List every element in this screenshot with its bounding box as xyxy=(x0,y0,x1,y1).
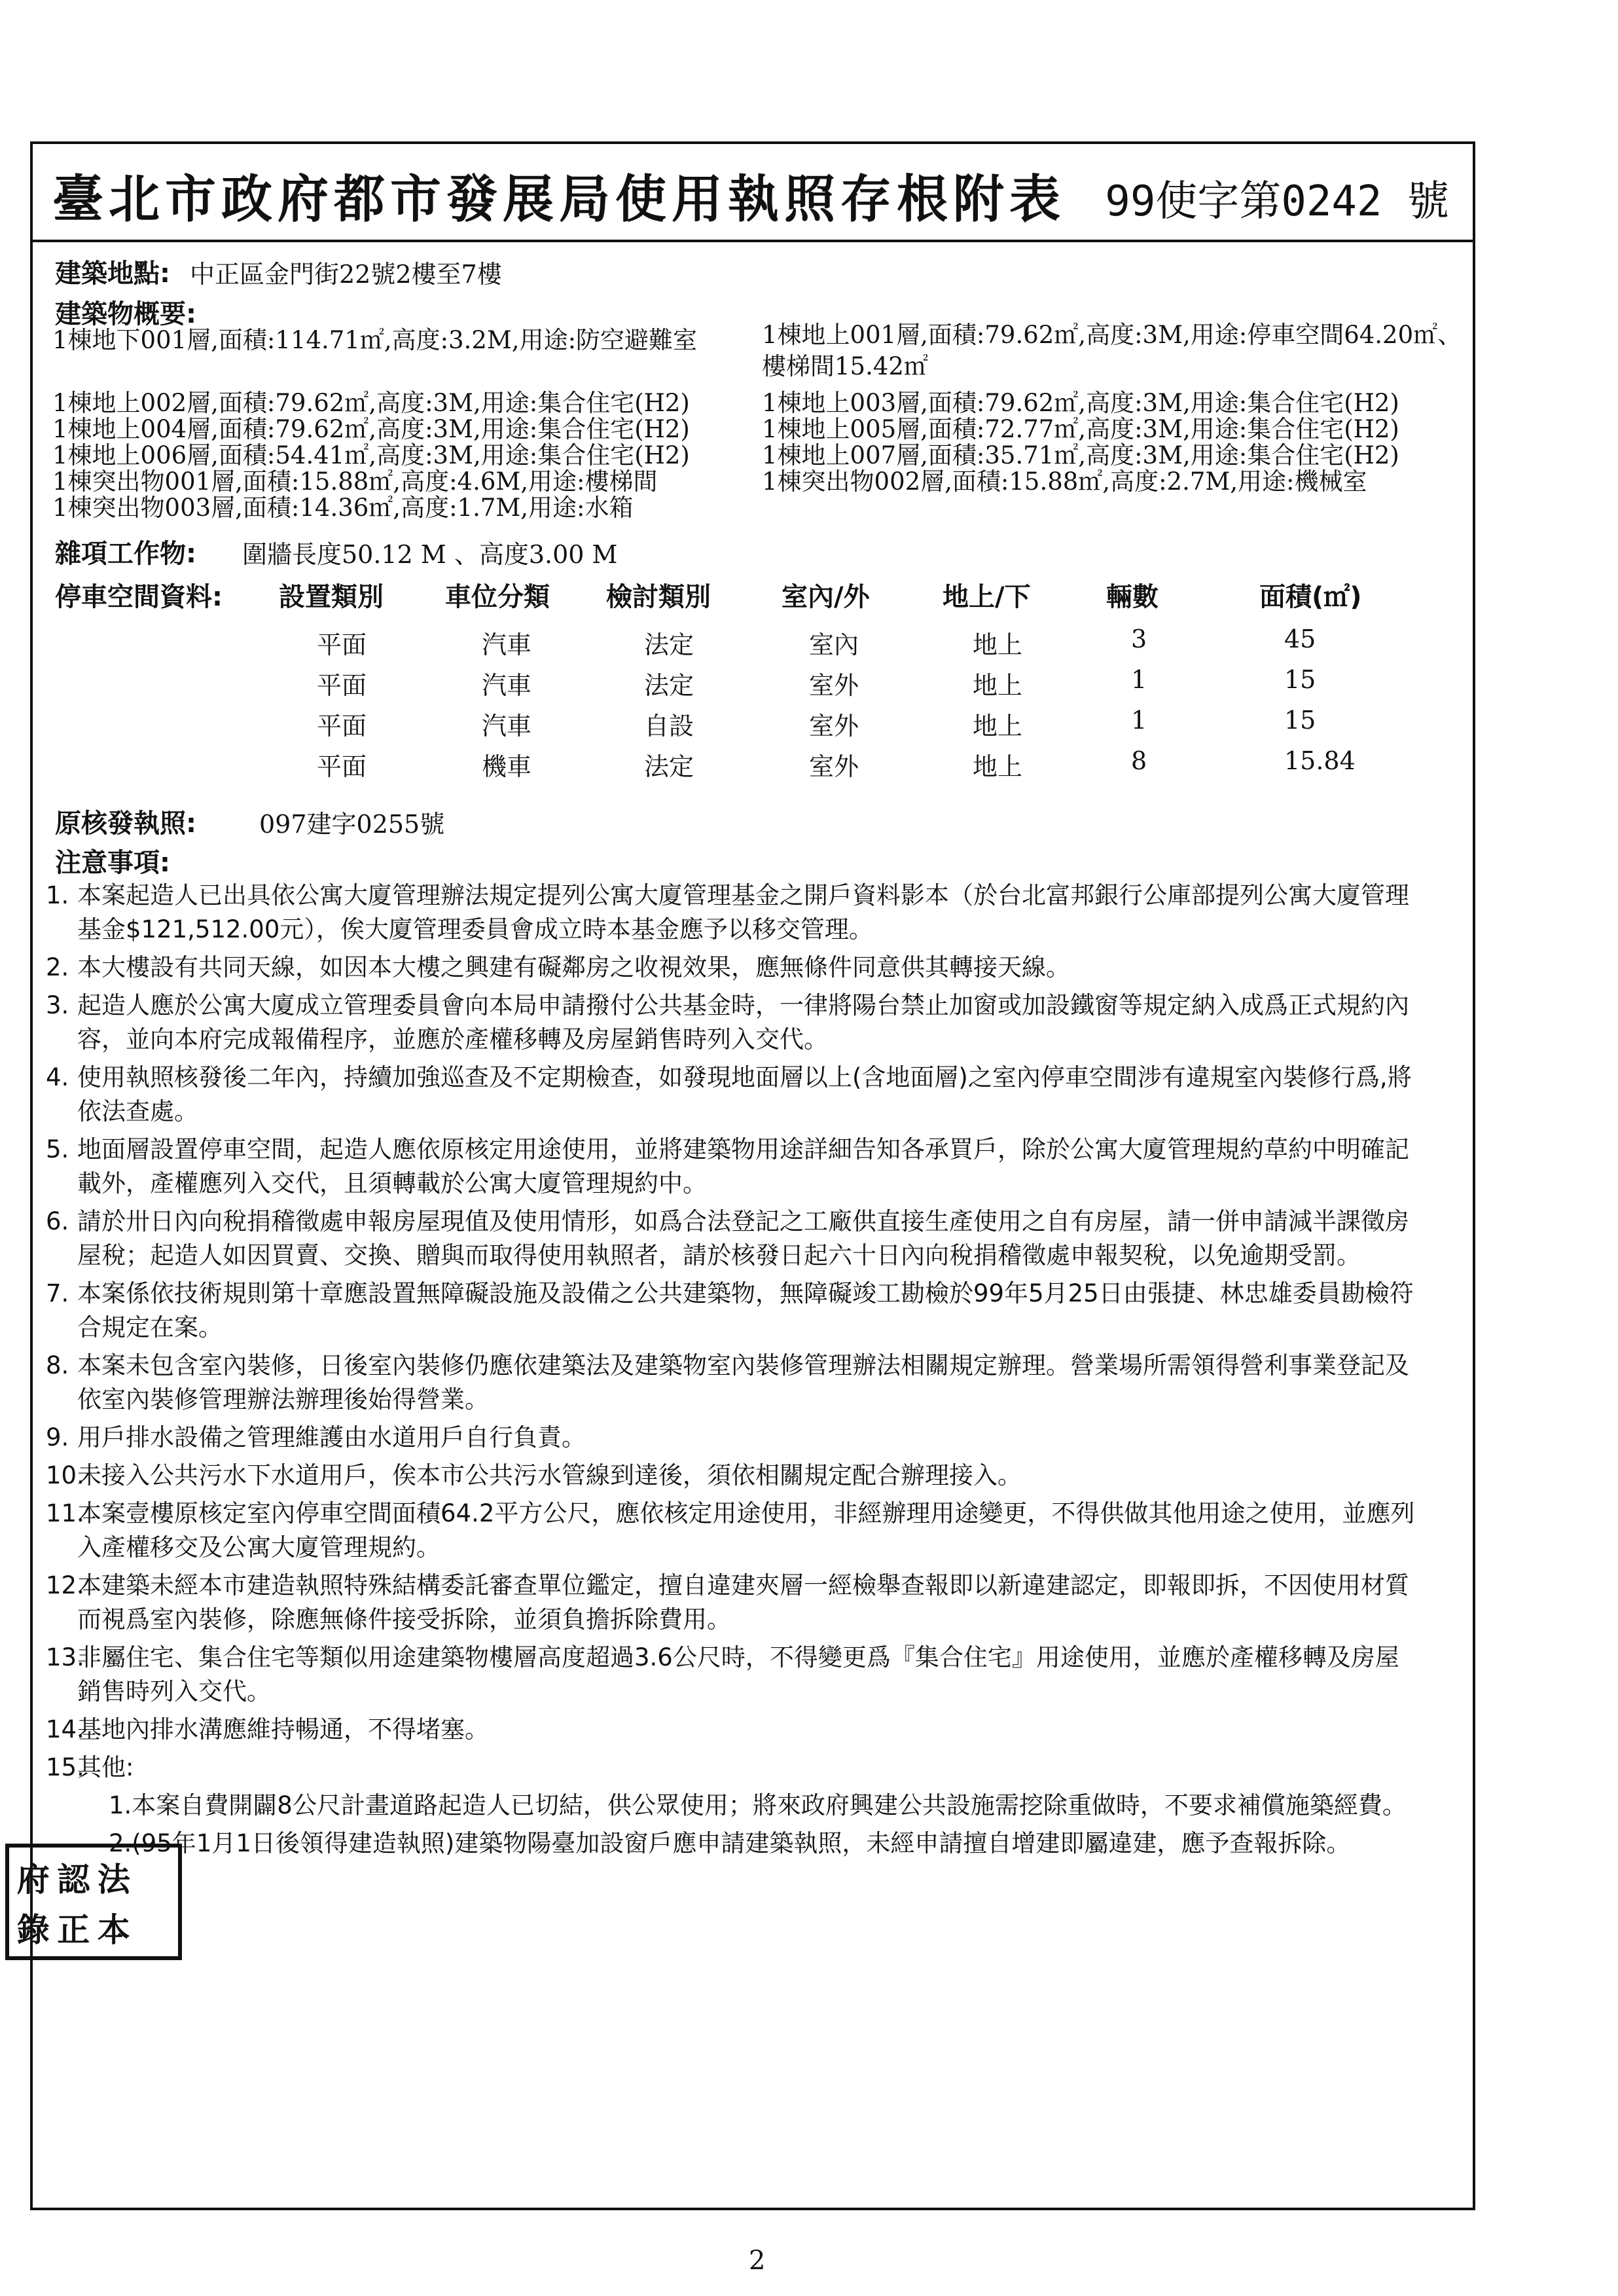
note-number: 2. xyxy=(46,953,69,981)
parking-cell: 15 xyxy=(1284,665,1316,694)
note-text: 使用執照核發後二年內，持續加強巡查及不定期檢查，如發現地面層以上(含地面層)之室內停車空間涉有違規室內裝修行爲,將依法查處。 xyxy=(77,1063,1412,1125)
note-text: 基地內排水溝應維持暢通，不得堵塞。 xyxy=(77,1715,489,1743)
parking-header-inout: 室內/外 xyxy=(782,582,870,612)
seal-char: 本 xyxy=(97,1910,130,1949)
note-item xyxy=(46,879,1420,947)
parking-cell: 室外 xyxy=(809,752,859,781)
parking-cell: 15 xyxy=(1284,706,1316,735)
seal-char xyxy=(135,1903,173,1951)
document-title: 臺北市政府都市發展局使用執照存根附表 xyxy=(52,170,1066,229)
note-number: 15. xyxy=(46,1753,84,1781)
misc-works-label: 雜項工作物: xyxy=(55,539,196,569)
overview-left-4: 1棟地上006層,面積:54.41㎡,高度:3M,用途:集合住宅(H2) xyxy=(52,441,690,469)
parking-header-count: 輛數 xyxy=(1106,582,1159,612)
note-item xyxy=(46,1061,1420,1129)
parking-cell: 地上 xyxy=(973,752,1023,781)
page-number: 2 xyxy=(749,2246,766,2276)
site-label: 建築地點: xyxy=(55,259,170,289)
note-number: 7. xyxy=(46,1279,69,1307)
misc-works-value: 圍牆長度50.12 M 、高度3.00 M xyxy=(242,540,618,569)
note-number: 13. xyxy=(46,1643,84,1671)
note-number: 8. xyxy=(46,1351,69,1379)
parking-cell: 地上 xyxy=(973,712,1023,740)
seal-char: 錄 xyxy=(16,1910,50,1949)
parking-cell: 45 xyxy=(1284,625,1316,653)
note-item xyxy=(46,1421,1420,1455)
parking-label: 停車空間資料: xyxy=(55,582,223,612)
parking-cell: 法定 xyxy=(644,630,694,659)
parking-cell: 室內 xyxy=(809,630,859,659)
note-number: 14. xyxy=(46,1715,84,1743)
parking-cell: 平面 xyxy=(317,712,367,740)
seal-char: 府 xyxy=(16,1859,50,1899)
parking-cell: 室外 xyxy=(809,712,859,740)
note-item xyxy=(46,1751,1420,1861)
note-item xyxy=(46,1349,1420,1417)
original-permit-value: 097建字0255號 xyxy=(259,810,445,839)
overview-right-2: 樓梯間15.42㎡ xyxy=(762,352,928,380)
permit-number: 99使字第0242 號 xyxy=(1105,177,1449,226)
note-item xyxy=(46,1641,1420,1709)
overview-label: 建築物概要: xyxy=(55,299,196,329)
parking-cell: 3 xyxy=(1131,625,1147,653)
notes-label: 注意事項: xyxy=(55,848,170,878)
note-number: 12. xyxy=(46,1571,84,1599)
note-text: 地面層設置停車空間，起造人應依原核定用途使用，並將建築物用途詳細告知各承買戶，除於公寓大廈管理規約草約中明確記載外，產權應列入交代，且須轉載於公寓大廈管理規約中。 xyxy=(77,1135,1409,1197)
note-number: 6. xyxy=(46,1207,69,1235)
parking-cell: 平面 xyxy=(317,630,367,659)
note-number: 3. xyxy=(46,991,69,1019)
parking-cell: 1 xyxy=(1131,665,1147,694)
official-seal-stamp xyxy=(5,1844,182,1960)
note-number: 5. xyxy=(46,1135,69,1163)
parking-header-vehicle: 車位分類 xyxy=(445,582,550,612)
note-item xyxy=(46,951,1420,985)
note-sub-item: 2.(95年1月1日後領得建造執照)建築物陽臺加設窗戶應申請建築執照，未經申請擅自增建即屬違建，應予查報拆除。 xyxy=(109,1829,1351,1857)
parking-header-area: 面積(㎡) xyxy=(1259,582,1362,612)
note-text: 本案未包含室內裝修，日後室內裝修仍應依建築法及建築物室內裝修管理辦法相關規定辦理。營業場所需領得營利事業登記及依室內裝修管理辦法辦理後始得營業。 xyxy=(77,1351,1409,1413)
note-item xyxy=(46,1205,1420,1273)
parking-header-type: 設置類別 xyxy=(279,582,384,612)
note-item xyxy=(46,1713,1420,1747)
parking-cell: 汽車 xyxy=(482,712,532,740)
overview-left-1: 1棟地下001層,面積:114.71㎡,高度:3.2M,用途:防空避難室 xyxy=(52,326,698,354)
note-number: 1. xyxy=(46,881,69,909)
parking-cell: 平面 xyxy=(317,752,367,781)
overview-left-2: 1棟地上002層,面積:79.62㎡,高度:3M,用途:集合住宅(H2) xyxy=(52,389,690,417)
note-text: 未接入公共污水下水道用戶，俟本市公共污水管線到達後，須依相關規定配合辦理接入。 xyxy=(77,1461,1022,1489)
original-permit-label: 原核發執照: xyxy=(55,809,196,839)
note-text: 本案起造人已出具依公寓大廈管理辦法規定提列公寓大廈管理基金之開戶資料影本（於台北富邦銀行公庫部提列公寓大廈管理基金$121,512.00元），俟大廈管理委員會成立時本基金應予以移交管理。 xyxy=(77,881,1409,943)
note-item xyxy=(46,1497,1420,1565)
note-item xyxy=(46,1569,1420,1637)
parking-cell: 地上 xyxy=(973,671,1023,700)
seal-char: 正 xyxy=(57,1910,90,1949)
note-sub-list xyxy=(77,1789,1420,1861)
overview-right-3: 1棟地上003層,面積:79.62㎡,高度:3M,用途:集合住宅(H2) xyxy=(762,389,1399,417)
overview-left-6: 1棟突出物003層,面積:14.36㎡,高度:1.7M,用途:水箱 xyxy=(52,494,634,522)
note-item xyxy=(46,1277,1420,1345)
parking-header-level: 地上/下 xyxy=(943,582,1031,612)
note-item xyxy=(46,1459,1420,1493)
notes-list xyxy=(46,879,1420,1865)
parking-cell: 地上 xyxy=(973,630,1023,659)
site-value: 中正區金門街22號2樓至7樓 xyxy=(190,260,502,289)
overview-left-3: 1棟地上004層,面積:79.62㎡,高度:3M,用途:集合住宅(H2) xyxy=(52,415,690,443)
parking-cell: 8 xyxy=(1131,746,1147,775)
overview-right-1: 1棟地上001層,面積:79.62㎡,高度:3M,用途:停車空間64.20㎡、 xyxy=(762,321,1462,349)
note-text: 本建築未經本市建造執照特殊結構委託審查單位鑑定，擅自違建夾層一經檢舉查報即以新違建認定，即報即拆，不因使用材質而視爲室內裝修，除應無條件接受拆除，並須負擔拆除費用。 xyxy=(77,1571,1409,1633)
seal-char xyxy=(135,1853,173,1901)
parking-cell: 15.84 xyxy=(1284,746,1356,775)
note-text: 本案係依技術規則第十章應設置無障礙設施及設備之公共建築物，無障礙竣工勘檢於99年5月25日由張捷、林忠雄委員勘檢符合規定在案。 xyxy=(77,1279,1414,1341)
seal-char: 法 xyxy=(97,1859,130,1899)
note-number: 4. xyxy=(46,1063,69,1091)
note-text: 其他: xyxy=(77,1753,134,1781)
parking-cell: 汽車 xyxy=(482,630,532,659)
parking-cell: 1 xyxy=(1131,706,1147,735)
note-number: 10. xyxy=(46,1461,84,1489)
note-text: 起造人應於公寓大廈成立管理委員會向本局申請撥付公共基金時，一律將陽台禁止加窗或加設鐵窗等規定納入成爲正式規約內容，並向本府完成報備程序，並應於產權移轉及房屋銷售時列入交代。 xyxy=(77,991,1409,1053)
overview-right-5: 1棟地上007層,面積:35.71㎡,高度:3M,用途:集合住宅(H2) xyxy=(762,441,1399,469)
parking-cell: 機車 xyxy=(482,752,532,781)
parking-cell: 平面 xyxy=(317,671,367,700)
document-header xyxy=(33,144,1473,242)
parking-cell: 室外 xyxy=(809,671,859,700)
note-sub-item: 1.本案自費開闢8公尺計畫道路起造人已切結，供公眾使用；將來政府興建公共設施需挖除重做時，不要求補償施築經費。 xyxy=(109,1791,1407,1819)
parking-cell: 法定 xyxy=(644,752,694,781)
note-text: 請於卅日內向稅捐稽徵處申報房屋現值及使用情形，如爲合法登記之工廠供直接生產使用之自有房屋，請一併申請減半課徵房屋稅；起造人如因買賣、交換、贈與而取得使用執照者，請於核發日起六十日內向稅捐稽徵處申報契稅，以免逾期受罰。 xyxy=(77,1207,1409,1269)
parking-cell: 自設 xyxy=(644,712,694,740)
seal-char: 認 xyxy=(57,1859,90,1899)
parking-header-review: 檢討類別 xyxy=(606,582,711,612)
note-item xyxy=(46,1133,1420,1201)
note-text: 本大樓設有共同天線，如因本大樓之興建有礙鄰房之收視效果，應無條件同意供其轉接天線。 xyxy=(77,953,1070,981)
overview-right-4: 1棟地上005層,面積:72.77㎡,高度:3M,用途:集合住宅(H2) xyxy=(762,415,1399,443)
note-text: 本案壹樓原核定室內停車空間面積64.2平方公尺，應依核定用途使用，非經辦理用途變更，不得供做其他用途之使用，並應列入產權移交及公寓大廈管理規約。 xyxy=(77,1499,1415,1561)
parking-cell: 汽車 xyxy=(482,671,532,700)
note-text: 非屬住宅、集合住宅等類似用途建築物樓層高度超過3.6公尺時，不得變更爲『集合住宅』用途使用，並應於產權移轉及房屋銷售時列入交代。 xyxy=(77,1643,1399,1705)
note-number: 9. xyxy=(46,1423,69,1451)
overview-right-6: 1棟突出物002層,面積:15.88㎡,高度:2.7M,用途:機械室 xyxy=(762,467,1367,496)
parking-cell: 法定 xyxy=(644,671,694,700)
note-number: 11. xyxy=(46,1499,84,1527)
note-item xyxy=(46,989,1420,1057)
overview-left-5: 1棟突出物001層,面積:15.88㎡,高度:4.6M,用途:樓梯間 xyxy=(52,467,658,496)
note-text: 用戶排水設備之管理維護由水道用戶自行負責。 xyxy=(77,1423,586,1451)
